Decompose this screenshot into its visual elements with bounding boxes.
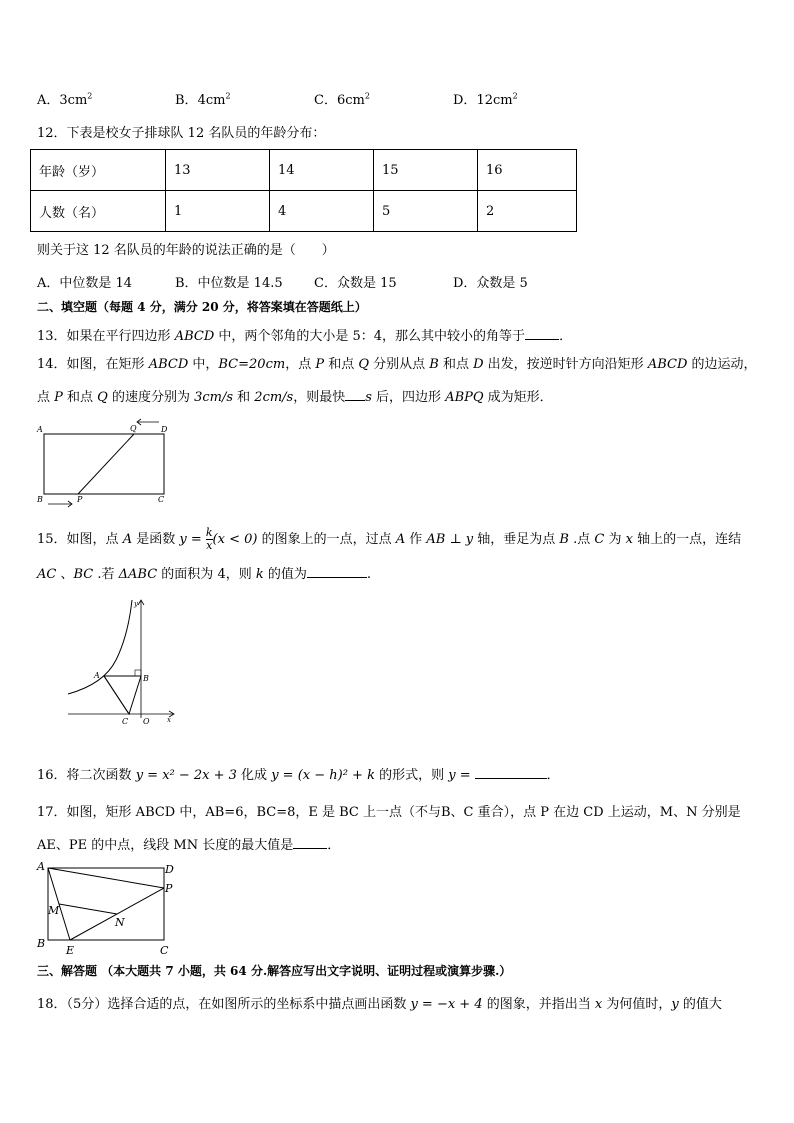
table-row bbox=[31, 191, 577, 232]
q14-line-2: 点 P 和点 Q 的速度分别为 3cm/s 和 2cm/s，则最快 s 后，四边形 ABPQ 成为矩形． bbox=[37, 386, 553, 407]
q12-option-a: A．中位数是 14 bbox=[37, 276, 133, 291]
option-b: B．$4cm^2$ bbox=[175, 91, 231, 108]
table-cell: 人数（名） bbox=[31, 191, 166, 232]
q12-option-c: C．众数是 15 bbox=[314, 276, 397, 291]
label-y: y bbox=[134, 600, 138, 608]
label-m: M bbox=[48, 904, 60, 917]
label-b: B bbox=[143, 674, 149, 683]
q12-option-b: B．中位数是 14.5 bbox=[175, 276, 283, 291]
label-q: Q bbox=[130, 424, 137, 433]
q18: 18．（5分）选择合适的点，在如图所示的坐标系中描点画出函数 y = −x + 4 的图象，并指出当 x 为何值时，y 的值大 bbox=[37, 997, 722, 1012]
rectangle-figure bbox=[34, 416, 174, 508]
label-n: N bbox=[115, 916, 125, 929]
option-a: A．$3cm^2$ bbox=[37, 91, 93, 108]
section-3-title: 三、解答题 （本大题共 7 小题，共 64 分.解答应写出文字说明、证明过程或演算步骤.） bbox=[37, 964, 512, 978]
q15-line-2: AC 、BC .若 ΔABC 的面积为 4，则 k 的值为 . bbox=[37, 563, 371, 584]
q17-line-1: 17．如图，矩形 ABCD 中，AB=6，BC=8，E 是 BC 上一点（不与B、C 重合），点 P 在边 CD 上运动，M、N 分别是 bbox=[37, 805, 741, 820]
answer-blank bbox=[307, 563, 367, 578]
rectangle-mn-figure bbox=[34, 858, 184, 958]
label-d: D bbox=[165, 863, 174, 876]
label-c: C bbox=[160, 944, 169, 957]
label-a: A bbox=[37, 860, 45, 873]
q12-stem: 12．下表是校女子排球队 12 名队员的年龄分布： bbox=[37, 126, 326, 141]
label-o: O bbox=[143, 717, 150, 726]
section-2-title: 二、填空题（每题 4 分，满分 20 分，将答案填在答题纸上） bbox=[37, 300, 367, 314]
q13: 13．如果在平行四边形 ABCD 中，两个邻角的大小是 5：4，那么其中较小的角等于 ． bbox=[37, 325, 572, 346]
label-x: x bbox=[167, 716, 171, 724]
table-cell: 2 bbox=[478, 191, 577, 232]
label-b: B bbox=[37, 495, 43, 504]
q14-line-1: 14．如图，在矩形 ABCD 中，BC=20cm，点 P 和点 Q 分别从点 B 和点 D 出发，按逆时针方向沿矩形 ABCD 的边运动， bbox=[37, 357, 757, 372]
table-cell: 13 bbox=[166, 150, 270, 191]
label-a: A bbox=[94, 671, 100, 680]
q16: 16．将二次函数 y = x² − 2x + 3 化成 y = (x − h)² + k 的形式，则 y = ． bbox=[37, 764, 560, 785]
answer-blank bbox=[525, 325, 559, 340]
table-cell: 16 bbox=[478, 150, 577, 191]
label-p: P bbox=[165, 882, 173, 895]
label-a: A bbox=[37, 425, 43, 434]
hyperbola-figure bbox=[64, 596, 184, 732]
q17-line-2: AE、PE 的中点，线段 MN 长度的最大值是 ． bbox=[37, 834, 340, 855]
label-d: D bbox=[161, 425, 168, 434]
table-cell: 14 bbox=[270, 150, 374, 191]
table-cell: 15 bbox=[374, 150, 478, 191]
table-cell: 1 bbox=[166, 191, 270, 232]
label-c: C bbox=[122, 717, 129, 726]
table-cell: 4 bbox=[270, 191, 374, 232]
option-c: C．$6cm^2$ bbox=[314, 91, 370, 108]
table-cell: 年龄（岁） bbox=[31, 150, 166, 191]
label-e: E bbox=[66, 944, 75, 957]
label-c: C bbox=[158, 495, 165, 504]
age-table bbox=[30, 149, 577, 232]
q12-option-d: D．众数是 5 bbox=[453, 276, 528, 291]
answer-blank bbox=[293, 834, 327, 849]
option-d: D．$12cm^2$ bbox=[453, 91, 518, 108]
label-b: B bbox=[37, 937, 46, 950]
q15-line-1: 15．如图，点 A 是函数 y = $\frac{k}{x}$ (x < 0) 的图象上的一点，过点 A 作 AB ⊥ y 轴，垂足为点 B .点 C 为 x 轴上的一点，连结 bbox=[37, 526, 742, 552]
q12-question: 则关于这 12 名队员的年龄的说法正确的是（ ） bbox=[37, 243, 335, 258]
table-row bbox=[31, 150, 577, 191]
answer-blank bbox=[345, 386, 365, 401]
table-cell: 5 bbox=[374, 191, 478, 232]
label-p: P bbox=[77, 495, 83, 504]
answer-blank bbox=[475, 764, 547, 779]
